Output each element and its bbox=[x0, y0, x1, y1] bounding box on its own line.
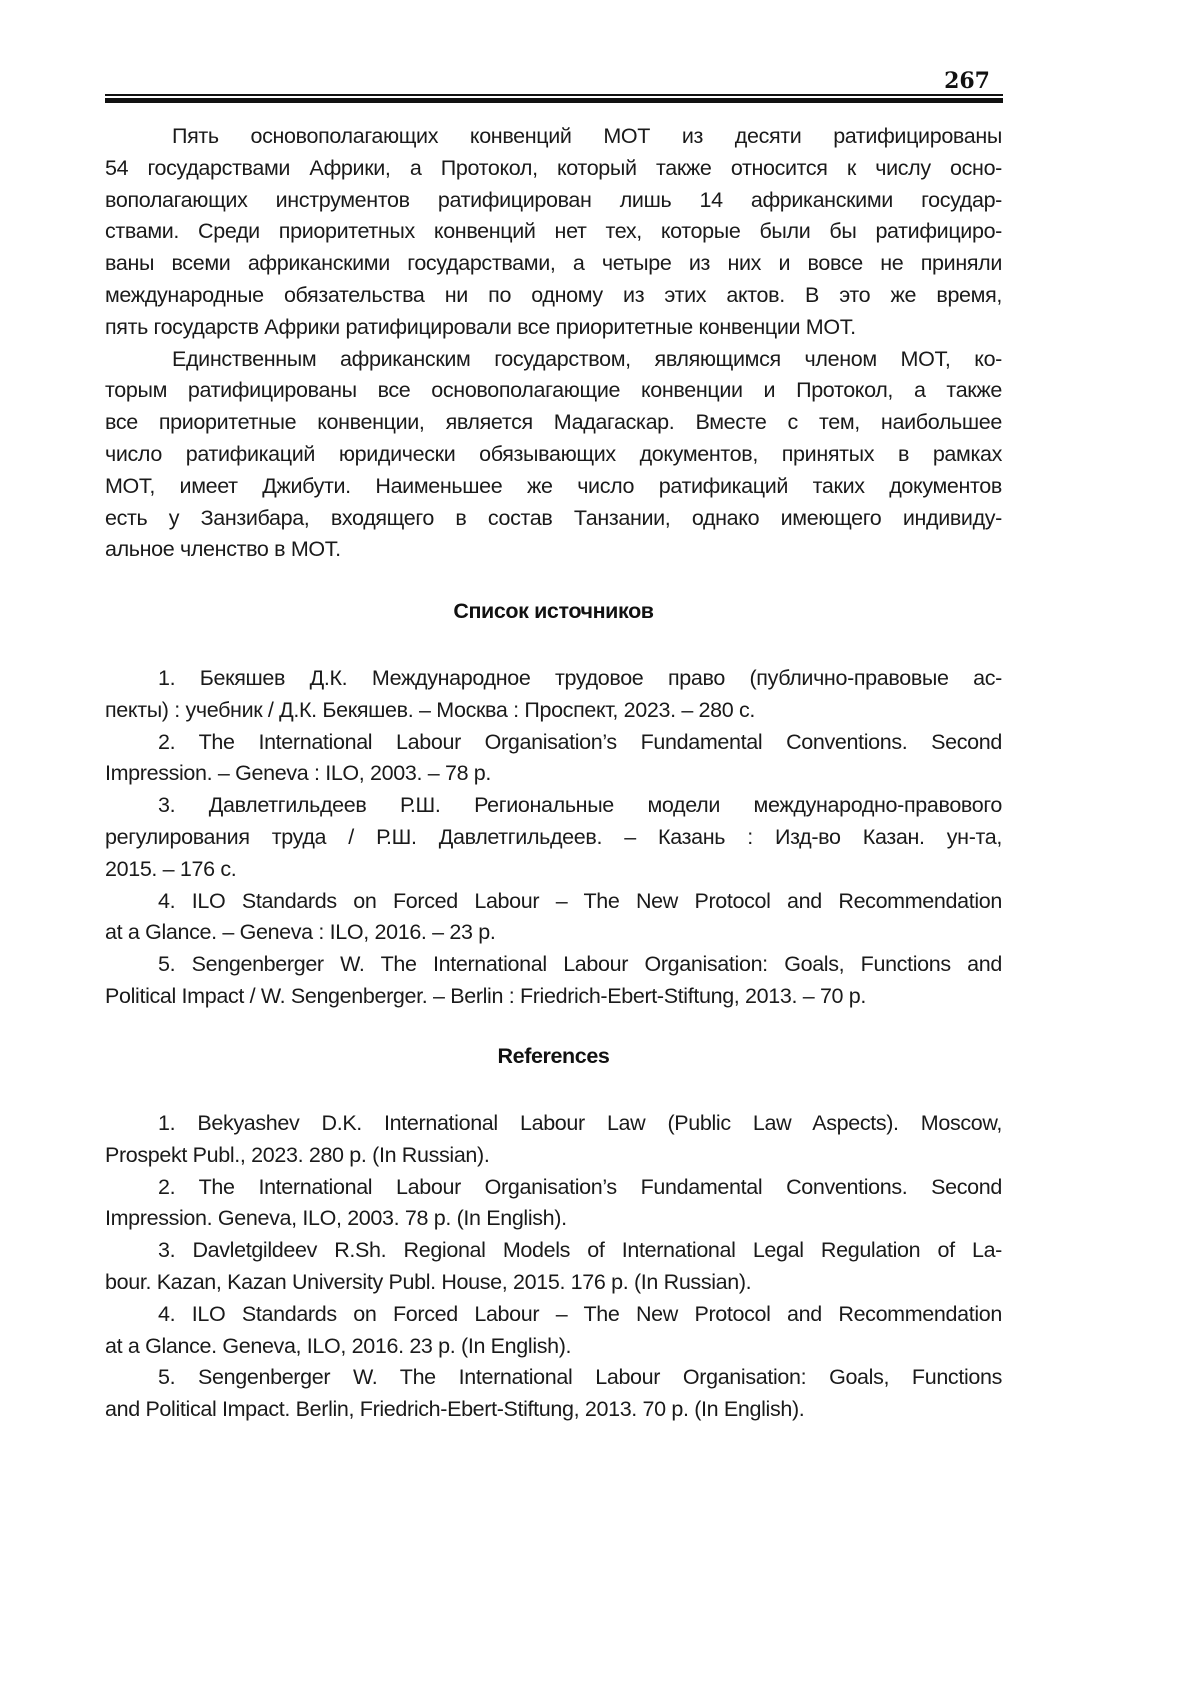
reference-item-5-cont: and Political Impact. Berlin, Friedrich-Ebert-Stiftung, 2013. 70 p. (In English). bbox=[105, 1397, 805, 1422]
reference-item-1-cont: Prospekt Publ., 2023. 280 p. (In Russian). bbox=[105, 1142, 490, 1167]
paragraph-2-line: торым ратифицированы все основополагающие конвенции и Протокол, а также bbox=[105, 378, 1002, 403]
paragraph-1-line: 54 государствами Африки, а Протокол, который также относится к числу осно- bbox=[105, 155, 1002, 180]
reference-item-4: 4. ILO Standards on Forced Labour – The New Protocol and Recommendation bbox=[158, 1301, 1002, 1326]
paragraph-1-line: международные обязательства ни по одному из этих актов. В это же время, bbox=[105, 282, 1002, 307]
reference-item-1: 1. Bekyashev D.K. International Labour Law (Public Law Aspects). Moscow, bbox=[158, 1111, 1002, 1135]
references-heading: References bbox=[497, 1044, 610, 1068]
reference-item-3-cont: bour. Kazan, Kazan University Publ. House, 2015. 176 p. (In Russian). bbox=[105, 1269, 752, 1294]
paragraph-2-line: альное членство в МОТ. bbox=[105, 537, 341, 562]
source-item-4-cont: at a Glance. – Geneva : ILO, 2016. – 23 p. bbox=[105, 920, 496, 945]
header-rule-thin bbox=[105, 94, 1003, 96]
source-item-1-cont: пекты) : учебник / Д.К. Бекяшев. – Москва : Проспект, 2023. – 280 с. bbox=[105, 697, 756, 722]
sources-heading: Список источников bbox=[453, 599, 654, 623]
reference-item-5: 5. Sengenberger W. The International Labour Organisation: Goals, Functions bbox=[158, 1365, 1002, 1390]
source-item-4: 4. ILO Standards on Forced Labour – The New Protocol and Recommendation bbox=[158, 888, 1002, 913]
source-item-2: 2. The International Labour Organisation’s Fundamental Conventions. Second bbox=[158, 729, 1002, 754]
reference-item-4-cont: at a Glance. Geneva, ILO, 2016. 23 p. (In English). bbox=[105, 1333, 572, 1358]
paragraph-1-line: Пять основополагающих конвенций МОТ из десяти ратифицированы bbox=[172, 124, 1002, 148]
source-item-3-cont: регулирования труда / Р.Ш. Давлетгильдеев. – Казань : Изд-во Казан. ун-та, bbox=[105, 824, 1002, 849]
source-item-2-cont: Impression. – Geneva : ILO, 2003. – 78 p. bbox=[105, 761, 492, 786]
paragraph-2-line: все приоритетные конвенции, является Мадагаскар. Вместе с тем, наибольшее bbox=[105, 410, 1002, 435]
source-item-1: 1. Бекяшев Д.К. Международное трудовое право (публично-правовые ас- bbox=[158, 666, 1002, 690]
reference-item-2-cont: Impression. Geneva, ILO, 2003. 78 p. (In English). bbox=[105, 1206, 567, 1231]
source-item-5: 5. Sengenberger W. The International Labour Organisation: Goals, Functions and bbox=[158, 952, 1002, 977]
reference-item-3: 3. Davletgildeev R.Sh. Regional Models of International Legal Regulation of La- bbox=[158, 1238, 1002, 1263]
paragraph-2-line: Единственным африканским государством, являющимся членом МОТ, ко- bbox=[172, 346, 1002, 371]
paragraph-1-line: ваны всеми африканскими государствами, а четыре из них и вовсе не приняли bbox=[105, 251, 1002, 276]
sources-list bbox=[105, 663, 1002, 1013]
source-item-3: 3. Давлетгильдеев Р.Ш. Региональные модели международно-правового bbox=[158, 793, 1002, 818]
reference-item-2: 2. The International Labour Organisation’s Fundamental Conventions. Second bbox=[158, 1174, 1002, 1199]
paragraph-1-line: ствами. Среди приоритетных конвенций нет тех, которые были бы ратифициро- bbox=[105, 219, 1002, 244]
paragraph-1-line: вополагающих инструментов ратифицирован лишь 14 африканскими государ- bbox=[105, 187, 1002, 212]
source-item-5-cont: Political Impact / W. Sengenberger. – Berlin : Friedrich-Ebert-Stiftung, 2013. – 70 p. bbox=[105, 983, 867, 1008]
body-text bbox=[105, 121, 1002, 566]
header-rule-thick bbox=[105, 98, 1003, 103]
source-item-3-cont: 2015. – 176 с. bbox=[105, 856, 237, 881]
paragraph-2-line: есть у Занзибара, входящего в состав Танзании, однако имеющего индивиду- bbox=[105, 505, 1002, 530]
page-number: 267 bbox=[944, 68, 990, 94]
paragraph-1-line: пять государств Африки ратифицировали все приоритетные конвенции МОТ. bbox=[105, 314, 856, 339]
paragraph-2-line: МОТ, имеет Джибути. Наименьшее же число ратификаций таких документов bbox=[105, 473, 1002, 498]
references-list bbox=[105, 1108, 1002, 1426]
paragraph-2-line: число ратификаций юридически обязывающих документов, принятых в рамках bbox=[105, 441, 1002, 466]
